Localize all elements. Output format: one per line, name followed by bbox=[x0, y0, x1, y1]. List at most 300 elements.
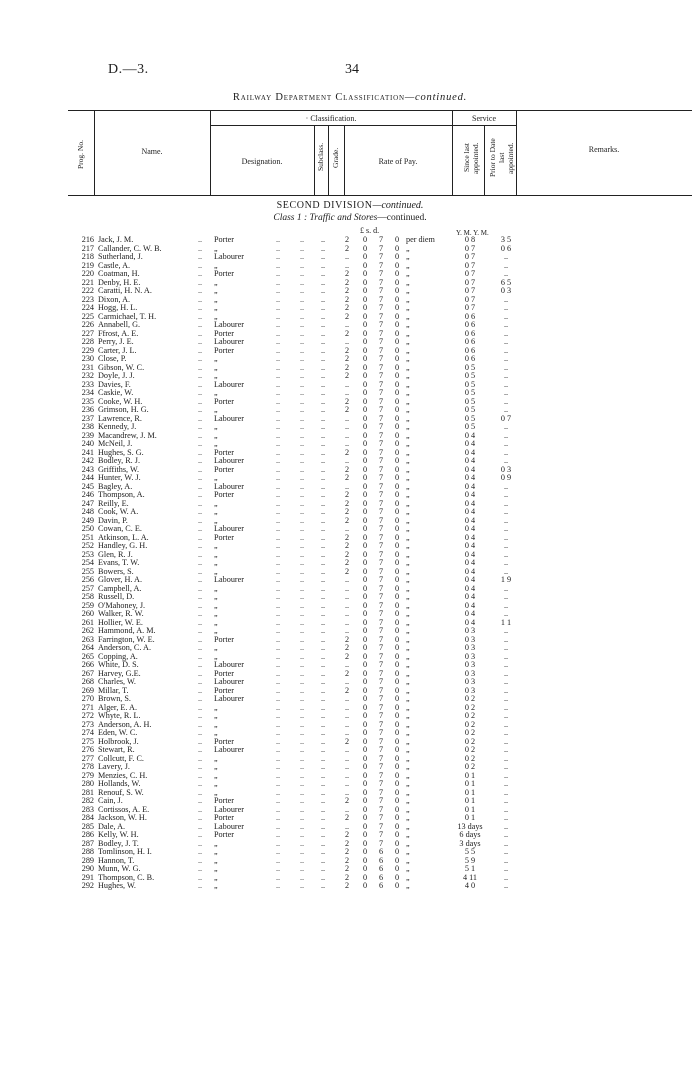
service-since-last: 0 4 bbox=[464, 464, 476, 474]
prog-no: 267 bbox=[81, 668, 94, 678]
subclass: .. bbox=[320, 702, 326, 712]
header-classification: · Classification. bbox=[305, 114, 357, 123]
subclass: .. bbox=[320, 643, 326, 652]
leader-dots: .. bbox=[198, 430, 203, 440]
leader-dots: .. bbox=[300, 243, 305, 253]
prog-no: 216 bbox=[81, 235, 94, 244]
leader-dots: .. bbox=[198, 779, 203, 788]
pay-pounds: 0 bbox=[362, 269, 368, 278]
employee-name: Macandrew, J. M. bbox=[98, 431, 157, 440]
pay-pence: 0 bbox=[394, 626, 400, 635]
pay-period: „ bbox=[406, 787, 410, 797]
designation: „ bbox=[214, 516, 218, 525]
table-row bbox=[0, 789, 700, 798]
prog-no: 277 bbox=[81, 753, 94, 763]
designation: „ bbox=[214, 771, 218, 780]
divider bbox=[210, 111, 211, 195]
subclass: .. bbox=[320, 583, 326, 593]
pay-period: „ bbox=[406, 337, 410, 346]
leader-dots: .. bbox=[276, 694, 281, 703]
service-prior: .. bbox=[503, 405, 509, 414]
designation: „ bbox=[214, 882, 218, 890]
leader-dots: .. bbox=[300, 583, 305, 593]
pay-pence: 0 bbox=[394, 728, 400, 737]
designation: Porter bbox=[214, 669, 235, 678]
prog-no: 264 bbox=[81, 643, 94, 652]
service-prior: .. bbox=[503, 490, 509, 499]
pay-shillings: 7 bbox=[378, 643, 384, 652]
subclass: .. bbox=[320, 388, 326, 397]
service-prior: .. bbox=[503, 719, 509, 729]
leader-dots: .. bbox=[198, 277, 203, 287]
table-row bbox=[0, 262, 700, 271]
leader-dots: .. bbox=[300, 770, 305, 780]
service-prior: .. bbox=[503, 651, 509, 661]
subclass: .. bbox=[320, 847, 326, 856]
designation: Labourer bbox=[214, 576, 245, 584]
pay-pence: 0 bbox=[394, 286, 400, 295]
subclass: .. bbox=[320, 558, 326, 567]
subclass: .. bbox=[320, 456, 326, 465]
leader-dots: .. bbox=[276, 328, 281, 338]
service-prior: 3 5 bbox=[500, 235, 512, 244]
pay-shillings: 7 bbox=[378, 719, 384, 729]
prog-no: 256 bbox=[81, 575, 94, 584]
prog-no: 225 bbox=[81, 311, 94, 321]
money-units-header: £ s. d. bbox=[360, 226, 380, 235]
employee-name: Reilly, E. bbox=[98, 499, 129, 508]
subclass: .. bbox=[320, 864, 326, 873]
service-since-last: 0 3 bbox=[464, 634, 476, 644]
leader-dots: .. bbox=[300, 711, 305, 720]
employee-name: Annabell, G. bbox=[98, 321, 141, 329]
pay-period: „ bbox=[406, 277, 410, 287]
pay-shillings: 7 bbox=[378, 592, 384, 601]
leader-dots: .. bbox=[198, 481, 203, 491]
prog-no: 244 bbox=[81, 473, 94, 482]
prog-no: 249 bbox=[81, 515, 94, 525]
leader-dots: .. bbox=[300, 651, 305, 661]
employee-name: Lawrence, R. bbox=[98, 414, 142, 423]
pay-period: „ bbox=[406, 396, 410, 406]
leader-dots: .. bbox=[300, 762, 305, 771]
subclass: .. bbox=[320, 617, 326, 627]
leader-dots: .. bbox=[300, 668, 305, 678]
leader-dots: .. bbox=[198, 405, 203, 414]
pay-period: „ bbox=[406, 600, 410, 610]
table-row bbox=[0, 364, 700, 373]
grade: 2 bbox=[344, 685, 350, 695]
prog-no: 247 bbox=[81, 498, 94, 508]
pay-period: „ bbox=[406, 328, 410, 338]
prog-no: 232 bbox=[81, 371, 94, 380]
leader-dots: .. bbox=[198, 651, 203, 661]
designation: Porter bbox=[214, 737, 235, 746]
employee-name: Hollands, W. bbox=[98, 780, 141, 788]
leader-dots: .. bbox=[198, 320, 203, 329]
service-units-header: Y. M. Y. M. bbox=[456, 229, 489, 237]
grade: 2 bbox=[344, 549, 350, 559]
service-since-last: 0 3 bbox=[464, 626, 476, 635]
pay-shillings: 7 bbox=[378, 371, 384, 380]
grade: 2 bbox=[344, 303, 350, 312]
grade: .. bbox=[344, 626, 350, 635]
leader-dots: .. bbox=[300, 456, 305, 465]
grade: 2 bbox=[344, 566, 350, 576]
pay-pounds: 0 bbox=[362, 277, 368, 287]
leader-dots: .. bbox=[300, 524, 305, 533]
grade: .. bbox=[344, 804, 350, 814]
leader-dots: .. bbox=[276, 303, 281, 312]
leader-dots: .. bbox=[276, 422, 281, 431]
subclass: .. bbox=[320, 524, 326, 533]
pay-shillings: 7 bbox=[378, 651, 384, 661]
pay-period: „ bbox=[406, 838, 410, 848]
pay-pence: 0 bbox=[394, 600, 400, 610]
service-prior: 6 5 bbox=[500, 277, 512, 287]
pay-period: „ bbox=[406, 711, 410, 720]
subclass: .. bbox=[320, 490, 326, 499]
title-main: Railway Department Classification bbox=[232, 92, 405, 103]
employee-name: Cook, W. A. bbox=[98, 508, 139, 516]
pay-pounds: 0 bbox=[362, 813, 368, 822]
designation: „ bbox=[214, 261, 218, 270]
pay-pence: 0 bbox=[394, 745, 400, 754]
table-row bbox=[0, 610, 700, 619]
leader-dots: .. bbox=[198, 719, 203, 729]
employee-name: Bodley, R. J. bbox=[98, 457, 141, 465]
service-prior: .. bbox=[503, 345, 509, 355]
grade: 2 bbox=[344, 881, 350, 890]
prog-no: 263 bbox=[81, 634, 94, 644]
leader-dots: .. bbox=[300, 260, 305, 270]
leader-dots: .. bbox=[276, 277, 281, 287]
service-since-last: 0 1 bbox=[464, 787, 476, 797]
service-since-last: 0 4 bbox=[464, 456, 476, 465]
pay-period: „ bbox=[406, 660, 410, 669]
pay-pounds: 0 bbox=[362, 294, 368, 304]
pay-pence: 0 bbox=[394, 311, 400, 321]
table-row bbox=[0, 466, 700, 475]
leader-dots: .. bbox=[276, 745, 281, 754]
leader-dots: .. bbox=[300, 677, 305, 686]
pay-period: „ bbox=[406, 804, 410, 814]
designation: Labourer bbox=[214, 338, 245, 346]
designation: „ bbox=[214, 584, 218, 593]
employee-name: Coatman, H. bbox=[98, 270, 140, 278]
leader-dots: .. bbox=[276, 566, 281, 576]
subclass: .. bbox=[320, 753, 326, 763]
pay-pence: 0 bbox=[394, 787, 400, 797]
pay-pounds: 0 bbox=[362, 252, 368, 261]
prog-no: 235 bbox=[81, 396, 94, 406]
pay-period: „ bbox=[406, 702, 410, 712]
pay-pence: 0 bbox=[394, 473, 400, 482]
leader-dots: .. bbox=[300, 405, 305, 414]
prog-no: 269 bbox=[81, 685, 94, 695]
pay-period: „ bbox=[406, 413, 410, 423]
table-row bbox=[0, 806, 700, 815]
service-since-last: 0 4 bbox=[464, 592, 476, 601]
employee-name: Atkinson, L. A. bbox=[98, 533, 149, 542]
service-since-last: 0 7 bbox=[464, 269, 476, 278]
grade: 2 bbox=[344, 311, 350, 321]
pay-pence: 0 bbox=[394, 566, 400, 576]
pay-shillings: 7 bbox=[378, 728, 384, 737]
prog-no: 257 bbox=[81, 583, 94, 593]
prog-no: 236 bbox=[81, 405, 94, 414]
pay-pounds: 0 bbox=[362, 651, 368, 661]
pay-period: „ bbox=[406, 269, 410, 278]
pay-shillings: 7 bbox=[378, 711, 384, 720]
pay-shillings: 7 bbox=[378, 243, 384, 253]
leader-dots: .. bbox=[300, 609, 305, 618]
grade: 2 bbox=[344, 515, 350, 525]
employee-name: Millar, T. bbox=[98, 686, 129, 695]
subclass: .. bbox=[320, 243, 326, 253]
designation: Labourer bbox=[214, 805, 245, 814]
table-row bbox=[0, 432, 700, 441]
pay-period: „ bbox=[406, 464, 410, 474]
employee-name: Carmichael, T. H. bbox=[98, 312, 157, 321]
employee-name: Russell, D. bbox=[98, 593, 135, 601]
pay-shillings: 7 bbox=[378, 575, 384, 584]
pay-period: „ bbox=[406, 524, 410, 533]
prog-no: 217 bbox=[81, 243, 94, 253]
leader-dots: .. bbox=[198, 804, 203, 814]
table-row bbox=[0, 321, 700, 330]
leader-dots: .. bbox=[276, 626, 281, 635]
grade: 2 bbox=[344, 294, 350, 304]
prog-no: 265 bbox=[81, 651, 94, 661]
leader-dots: .. bbox=[198, 787, 203, 797]
leader-dots: .. bbox=[300, 600, 305, 610]
leader-dots: .. bbox=[300, 702, 305, 712]
pay-pence: 0 bbox=[394, 881, 400, 890]
leader-dots: .. bbox=[198, 532, 203, 542]
table-row bbox=[0, 644, 700, 653]
service-prior: .. bbox=[503, 668, 509, 678]
pay-shillings: 7 bbox=[378, 804, 384, 814]
pay-shillings: 7 bbox=[378, 473, 384, 482]
prog-no: 283 bbox=[81, 804, 94, 814]
pay-shillings: 7 bbox=[378, 830, 384, 839]
designation: „ bbox=[214, 431, 218, 440]
pay-shillings: 7 bbox=[378, 558, 384, 567]
pay-pounds: 0 bbox=[362, 422, 368, 431]
pay-shillings: 7 bbox=[378, 770, 384, 780]
table-row bbox=[0, 602, 700, 611]
pay-pounds: 0 bbox=[362, 498, 368, 508]
grade: 2 bbox=[344, 269, 350, 278]
pay-pence: 0 bbox=[394, 719, 400, 729]
pay-pence: 0 bbox=[394, 821, 400, 831]
employee-name: Stewart, R. bbox=[98, 746, 135, 754]
pay-period: „ bbox=[406, 719, 410, 729]
pay-pounds: 0 bbox=[362, 490, 368, 499]
prog-no: 226 bbox=[81, 320, 94, 329]
leader-dots: .. bbox=[198, 558, 203, 567]
leader-dots: .. bbox=[300, 328, 305, 338]
designation: „ bbox=[214, 295, 218, 304]
leader-dots: .. bbox=[300, 872, 305, 882]
leader-dots: .. bbox=[198, 600, 203, 610]
prog-no: 245 bbox=[81, 481, 94, 491]
leader-dots: .. bbox=[276, 405, 281, 414]
service-prior: .. bbox=[503, 362, 509, 372]
pay-pounds: 0 bbox=[362, 668, 368, 678]
grade: .. bbox=[344, 430, 350, 440]
pay-shillings: 7 bbox=[378, 269, 384, 278]
pay-period: „ bbox=[406, 294, 410, 304]
pay-pence: 0 bbox=[394, 804, 400, 814]
pay-shillings: 7 bbox=[378, 617, 384, 627]
employee-name: Caratti, H. N. A. bbox=[98, 287, 152, 295]
leader-dots: .. bbox=[300, 855, 305, 865]
pay-period: „ bbox=[406, 736, 410, 746]
leader-dots: .. bbox=[276, 507, 281, 516]
employee-name: Whyte, R. L. bbox=[98, 712, 141, 720]
leader-dots: .. bbox=[276, 702, 281, 712]
grade: .. bbox=[344, 337, 350, 346]
grade: 2 bbox=[344, 651, 350, 661]
leader-dots: .. bbox=[198, 634, 203, 644]
pay-shillings: 7 bbox=[378, 583, 384, 593]
leader-dots: .. bbox=[300, 685, 305, 695]
leader-dots: .. bbox=[300, 592, 305, 601]
pay-pence: 0 bbox=[394, 609, 400, 618]
leader-dots: .. bbox=[276, 549, 281, 559]
pay-period: „ bbox=[406, 566, 410, 576]
subclass: .. bbox=[320, 609, 326, 618]
service-since-last: 0 2 bbox=[464, 711, 476, 720]
service-since-last: 0 4 bbox=[464, 600, 476, 610]
subclass: .. bbox=[320, 660, 326, 669]
service-prior: .. bbox=[503, 294, 509, 304]
pay-pounds: 0 bbox=[362, 583, 368, 593]
pay-shillings: 7 bbox=[378, 813, 384, 822]
leader-dots: .. bbox=[198, 813, 203, 822]
pay-pounds: 0 bbox=[362, 881, 368, 890]
pay-period: „ bbox=[406, 779, 410, 788]
service-prior: .. bbox=[503, 566, 509, 576]
service-prior: .. bbox=[503, 320, 509, 329]
pay-pounds: 0 bbox=[362, 515, 368, 525]
designation: Porter bbox=[214, 831, 235, 839]
pay-period: „ bbox=[406, 456, 410, 465]
leader-dots: .. bbox=[276, 609, 281, 618]
pay-shillings: 7 bbox=[378, 430, 384, 440]
subclass: .. bbox=[320, 413, 326, 423]
table-row bbox=[0, 381, 700, 390]
pay-period: „ bbox=[406, 677, 410, 686]
prog-no: 281 bbox=[81, 787, 94, 797]
leader-dots: .. bbox=[300, 617, 305, 627]
pay-pounds: 0 bbox=[362, 362, 368, 372]
service-prior: .. bbox=[503, 456, 509, 465]
pay-pounds: 0 bbox=[362, 600, 368, 610]
leader-dots: .. bbox=[276, 430, 281, 440]
designation: „ bbox=[214, 406, 218, 414]
grade: 2 bbox=[344, 847, 350, 856]
leader-dots: .. bbox=[300, 847, 305, 856]
designation: Labourer bbox=[214, 695, 245, 703]
leader-dots: .. bbox=[276, 770, 281, 780]
service-since-last: 0 5 bbox=[464, 371, 476, 380]
table-row bbox=[0, 823, 700, 832]
service-prior: .. bbox=[503, 881, 509, 890]
service-prior: .. bbox=[503, 558, 509, 567]
leader-dots: .. bbox=[300, 320, 305, 329]
service-since-last: 0 3 bbox=[464, 677, 476, 686]
header-since-last: Since last appointed. bbox=[462, 142, 480, 174]
leader-dots: .. bbox=[198, 847, 203, 856]
leader-dots: .. bbox=[300, 532, 305, 542]
pay-pounds: 0 bbox=[362, 694, 368, 703]
pay-shillings: 7 bbox=[378, 320, 384, 329]
prog-no: 223 bbox=[81, 294, 94, 304]
service-since-last: 3 days bbox=[459, 838, 481, 848]
service-since-last: 0 2 bbox=[464, 753, 476, 763]
employee-name: Copping, A. bbox=[98, 652, 138, 661]
pay-pence: 0 bbox=[394, 388, 400, 397]
pay-period: „ bbox=[406, 473, 410, 482]
leader-dots: .. bbox=[276, 711, 281, 720]
pay-pence: 0 bbox=[394, 345, 400, 355]
pay-pence: 0 bbox=[394, 694, 400, 703]
prog-no: 290 bbox=[81, 864, 94, 873]
grade: 2 bbox=[344, 328, 350, 338]
pay-pence: 0 bbox=[394, 430, 400, 440]
leader-dots: .. bbox=[198, 507, 203, 516]
pay-pounds: 0 bbox=[362, 507, 368, 516]
grade: 2 bbox=[344, 277, 350, 287]
pay-pounds: 0 bbox=[362, 388, 368, 397]
leader-dots: .. bbox=[198, 855, 203, 865]
leader-dots: .. bbox=[300, 464, 305, 474]
divider bbox=[314, 125, 315, 195]
leader-dots: .. bbox=[198, 677, 203, 686]
service-since-last: 5 1 bbox=[464, 864, 476, 873]
table-row bbox=[0, 593, 700, 602]
pay-pounds: 0 bbox=[362, 473, 368, 482]
service-since-last: 0 4 bbox=[464, 566, 476, 576]
leader-dots: .. bbox=[300, 311, 305, 321]
designation: Labourer bbox=[214, 457, 245, 465]
leader-dots: .. bbox=[198, 345, 203, 355]
leader-dots: .. bbox=[276, 821, 281, 831]
table-row bbox=[0, 542, 700, 551]
service-since-last: 0 4 bbox=[464, 439, 476, 448]
prog-no: 238 bbox=[81, 422, 94, 431]
leader-dots: .. bbox=[300, 481, 305, 491]
leader-dots: .. bbox=[276, 668, 281, 678]
designation: „ bbox=[214, 550, 218, 559]
service-since-last: 0 6 bbox=[464, 354, 476, 363]
prog-no: 276 bbox=[81, 745, 94, 754]
prog-no: 279 bbox=[81, 770, 94, 780]
designation: Labourer bbox=[214, 822, 245, 831]
pay-period: „ bbox=[406, 541, 410, 550]
designation: Porter bbox=[214, 329, 235, 338]
service-since-last: 0 4 bbox=[464, 473, 476, 482]
prog-no: 270 bbox=[81, 694, 94, 703]
subclass: .. bbox=[320, 592, 326, 601]
leader-dots: .. bbox=[300, 235, 305, 244]
service-since-last: 0 4 bbox=[464, 583, 476, 593]
service-since-last: 0 5 bbox=[464, 388, 476, 397]
pay-pence: 0 bbox=[394, 243, 400, 253]
